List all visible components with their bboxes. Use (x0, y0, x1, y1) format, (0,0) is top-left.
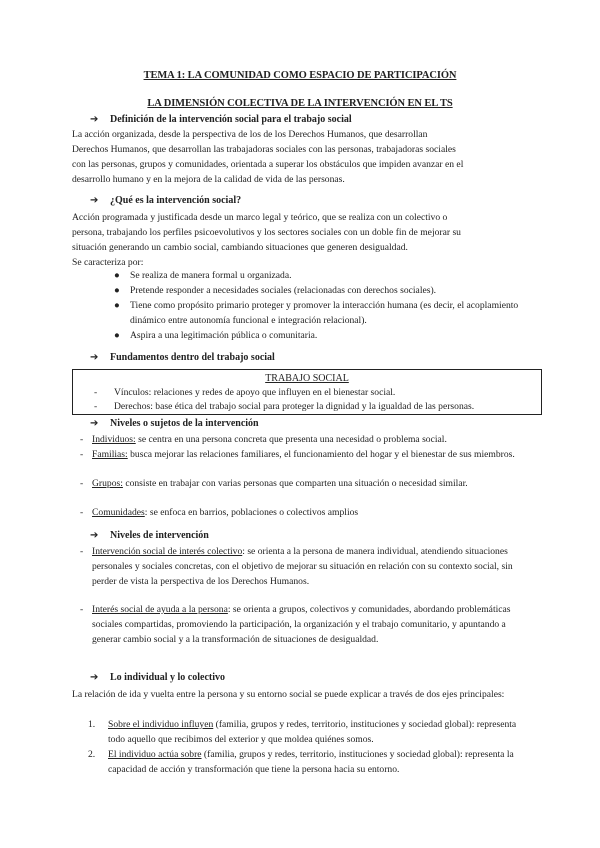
text-line: situación generando un cambio social, cambiando situaciones que generen desigualdad. (72, 242, 408, 253)
term: Interés social de ayuda a la persona (92, 604, 228, 615)
list-item (114, 268, 530, 283)
bullet-icon: ● (114, 330, 120, 341)
text-line: con las personas, grupos y comunidades, orientada a superar los obstáculos que impiden avanzar en el (72, 159, 464, 170)
list-item-text: busca mejorar las relaciones familiares, el funcionamiento del hogar y el bienestar de sus miembros. (127, 449, 515, 460)
definicion-paragraph (72, 127, 532, 187)
list-item (80, 505, 532, 520)
box-title: TRABAJO SOCIAL (265, 373, 349, 384)
heading-individual-colectivo (90, 672, 225, 683)
list-item (114, 328, 530, 343)
dash-marker: - (80, 478, 84, 489)
dash-marker: - (80, 434, 84, 445)
arrow-icon: ➔ (90, 352, 99, 363)
heading-fundamentos (90, 352, 275, 363)
list-item-text: (familia, grupos y redes, territorio, instituciones y sociedad global): representa la capacidad de acción y transformación que tiene la persona hacia su entorno. (108, 749, 514, 775)
list-item-text: : se enfoca en barrios, poblaciones o colectivos amplios (144, 507, 359, 518)
list-item (114, 298, 530, 328)
bullet-icon: ● (114, 270, 120, 281)
list-item-text: : se orienta a la persona de manera individual, atendiendo situaciones personales y sociales concretas, con el objetivo de mejorar su situación en relación con su contexto social, sin perder de vista la perspectiva de los Derechos Humanos. (92, 546, 513, 587)
list-item (80, 544, 532, 589)
text-line: La acción organizada, desde la perspectiva de los de los Derechos Humanos, que desarrollan (72, 129, 428, 140)
heading-que-es (90, 195, 241, 206)
text-line: Derechos Humanos, que desarrollan las trabajadoras sociales con las personas, trabajadoras sociales (72, 144, 456, 155)
list-item-text: Aspira a una legitimación pública o comunitaria. (130, 330, 318, 341)
list-item-text: Derechos: base ética del trabajo social para proteger la dignidad y la igualdad de las personas. (114, 401, 475, 412)
term: Comunidades (92, 507, 145, 518)
list-item-text: consiste en trabajar con varias personas que comparten una situación o necesidad similar. (122, 478, 468, 489)
term: Individuos: (92, 434, 136, 445)
heading-text: ¿Qué es la intervención social? (110, 195, 242, 206)
list-item (80, 602, 532, 647)
dash-marker: - (80, 604, 84, 615)
text-line: Acción programada y justificada desde un marco legal y teórico, que se realiza con un colectivo o (72, 212, 448, 223)
bullet-icon: ● (114, 300, 120, 311)
term: Familias: (92, 449, 128, 460)
list-item-text: Se realiza de manera formal u organizada. (130, 270, 292, 281)
section-title: LA DIMENSIÓN COLECTIVA DE LA INTERVENCIÓN EN EL TS (147, 98, 453, 109)
heading-text: Niveles o sujetos de la intervención (110, 418, 259, 429)
list-item (114, 283, 530, 298)
dash-marker: - (94, 401, 98, 412)
number-marker: 2. (88, 749, 96, 760)
heading-text: Fundamentos dentro del trabajo social (110, 352, 275, 363)
list-item-text: Vínculos: relaciones y redes de apoyo que influyen en el bienestar social. (114, 387, 396, 398)
list-item (88, 747, 528, 777)
text-line: Se caracteriza por: (72, 257, 144, 268)
list-item-text: Tiene como propósito primario proteger y promover la interacción humana (es decir, el acoplamiento dinámico entre autonomía funcional e integración relacional). (130, 300, 519, 326)
text-line: desarrollo humano y en la mejora de la calidad de vida de las personas. (72, 174, 345, 185)
list-item (94, 385, 534, 400)
heading-text: Definición de la intervención social para el trabajo social (110, 114, 352, 125)
arrow-icon: ➔ (90, 672, 99, 683)
list-item (80, 447, 532, 462)
list-item-text: (familia, grupos y redes, territorio, instituciones y sociedad global): representa todo aquello que recibimos del exterior y que moldea quiénes somos. (108, 719, 517, 745)
number-marker: 1. (88, 719, 96, 730)
list-item-text: se centra en una persona concreta que presenta una necesidad o problema social. (135, 434, 447, 445)
term: Sobre el individuo influyen (108, 719, 214, 730)
list-item (80, 476, 532, 491)
list-item (88, 717, 528, 747)
document-title: TEMA 1: LA COMUNIDAD COMO ESPACIO DE PARTICIPACIÓN (143, 70, 457, 81)
dash-marker: - (80, 507, 84, 518)
heading-text: Niveles de intervención (110, 530, 209, 541)
que-es-paragraph (72, 210, 532, 270)
heading-niveles-intervencion (90, 530, 209, 541)
dash-marker: - (80, 449, 84, 460)
term: El individuo actúa sobre (108, 749, 202, 760)
term: Grupos: (92, 478, 123, 489)
heading-definicion (90, 114, 352, 125)
arrow-icon: ➔ (90, 114, 99, 125)
list-item (94, 399, 534, 414)
intro-paragraph: La relación de ida y vuelta entre la persona y su entorno social se puede explicar a través de dos ejes principales: (72, 689, 505, 700)
term: Intervención social de interés colectivo (92, 546, 243, 557)
arrow-icon: ➔ (90, 195, 99, 206)
list-item-text: : se orienta a grupos, colectivos y comunidades, abordando problemáticas sociales compartidas, promoviendo la participación, la organización y el trabajo comunitario, y apuntando a generar cambio social y a la transformación de situaciones de desigualdad. (92, 604, 511, 645)
dash-marker: - (94, 387, 98, 398)
arrow-icon: ➔ (90, 418, 99, 429)
bullet-icon: ● (114, 285, 120, 296)
arrow-icon: ➔ (90, 530, 99, 541)
list-item (80, 432, 532, 447)
heading-text: Lo individual y lo colectivo (110, 672, 226, 683)
dash-marker: - (80, 546, 84, 557)
list-item-text: Pretende responder a necesidades sociales (relacionadas con derechos sociales). (130, 285, 437, 296)
heading-niveles-sujetos (90, 418, 259, 429)
text-line: persona, trabajando los perfiles psicoevolutivos y los sectores sociales con un doble fin de mejorar su (72, 227, 461, 238)
